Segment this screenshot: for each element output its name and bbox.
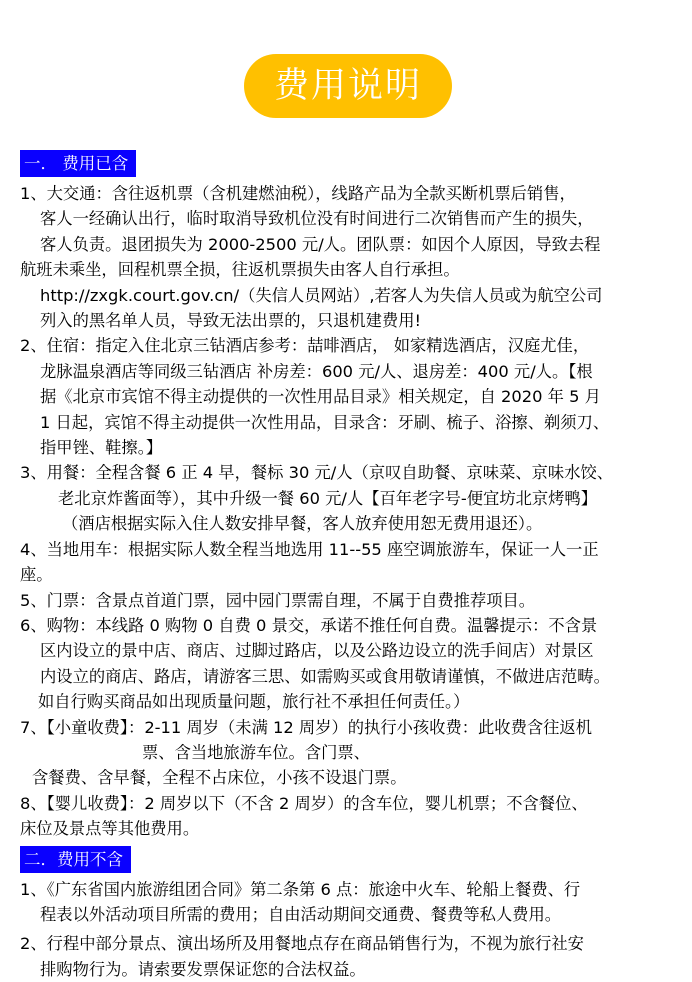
item-line: http://zxgk.court.gov.cn/（失信人员网站）,若客人为失信人员或为航空公司 — [40, 285, 603, 305]
item-line: 床位及景点等其他费用。 — [20, 819, 200, 839]
item-line: 1、《广东省国内旅游组团合同》第二条第 6 点：旅途中火车、轮船上餐费、行 — [20, 879, 581, 899]
item-line: 航班未乘坐，回程机票全损，往返机票损失由客人自行承担。 — [20, 260, 460, 280]
list-item — [20, 537, 676, 588]
list-item — [20, 588, 676, 613]
fee-content — [20, 146, 676, 982]
item-line: 如自行购买商品如出现质量问题，旅行社不承担任何责任。） — [38, 692, 470, 712]
page-title: 费用说明 — [244, 54, 452, 118]
item-line: 8、【婴儿收费】：2 周岁以下（不含 2 周岁）的含车位，婴儿机票；不含餐位、 — [20, 793, 588, 813]
item-line: 列入的黑名单人员，导致无法出票的，只退机建费用! — [40, 311, 421, 331]
item-line: 指甲锉、鞋擦。】 — [40, 438, 163, 458]
item-line: （酒店根据实际入住人数安排早餐，客人放弃使用恕无费用退还）。 — [62, 514, 543, 534]
item-line: 含餐费、含早餐，全程不占床位，小孩不设退门票。 — [32, 768, 407, 788]
list-item — [20, 791, 676, 842]
item-line: 2、行程中部分景点、演出场所及用餐地点存在商品销售行为，不视为旅行社安 — [20, 934, 584, 954]
item-line: 客人一经确认出行，临时取消导致机位没有时间进行二次销售而产生的损失， — [40, 209, 594, 229]
item-line: 1 日起，宾馆不得主动提供一次性用品，目录含：牙刷、梳子、浴擦、剃须刀、 — [40, 412, 610, 432]
item-line: 客人负责。退团损失为 2000-2500 元/人。团队票：如因个人原因，导致去程 — [40, 234, 601, 254]
item-line: 7、【小童收费】：2-11 周岁（未满 12 周岁）的执行小孩收费：此收费含往返机 — [20, 717, 592, 737]
list-item — [20, 877, 676, 928]
item-line: 票、含当地旅游车位。含门票、 — [142, 742, 370, 762]
item-line: 3、用餐：全程含餐 6 正 4 早，餐标 30 元/人（京叹自助餐、京味菜、京味水饺、 — [20, 463, 614, 483]
item-line: 程表以外活动项目所需的费用；自由活动期间交通费、餐费等私人费用。 — [40, 904, 562, 924]
item-line: 据《北京市宾馆不得主动提供的一次性用品目录》相关规定，自 2020 年 5 月 — [40, 387, 601, 407]
item-line: 老北京炸酱面等），其中升级一餐 60 元/人【百年老字号-便宜坊北京烤鸭】 — [58, 488, 598, 508]
item-line: 区内设立的景中店、商店、过脚过路店，以及公路边设立的洗手间店）对景区 — [40, 641, 594, 661]
item-line: 2、住宿：指定入住北京三钻酒店参考：喆啡酒店， 如家精选酒店，汉庭尤佳， — [20, 336, 590, 356]
item-line: 6、购物：本线路 0 购物 0 自费 0 景交，承诺不推任何自费。温馨提示：不含景 — [20, 615, 598, 635]
list-item — [20, 931, 676, 982]
item-line: 排购物行为。请索要发票保证您的合法权益。 — [40, 959, 366, 979]
item-line: 4、当地用车：根据实际人数全程当地选用 11--55 座空调旅游车，保证一人一正 — [20, 539, 599, 559]
section-heading-included: 一． 费用已含 — [20, 150, 136, 177]
list-item — [20, 181, 676, 333]
item-line: 座。 — [20, 565, 53, 585]
list-item — [20, 460, 676, 536]
list-item — [20, 613, 676, 715]
item-line: 1、大交通：含往返机票（含机建燃油税），线路产品为全款买断机票后销售， — [20, 184, 576, 203]
list-item — [20, 333, 676, 460]
list-item — [20, 715, 676, 791]
section-heading-excluded: 二．费用不含 — [20, 846, 131, 873]
item-line: 内设立的商店、路店，请游客三思、如需购买或食用敬请谨慎，不做进店范畴。 — [40, 666, 610, 686]
item-line: 龙脉温泉酒店等同级三钻酒店 补房差：600 元/人、退房差：400 元/人。【根 — [40, 361, 593, 381]
item-line: 5、门票：含景点首道门票，园中园门票需自理，不属于自费推荐项目。 — [20, 590, 536, 610]
